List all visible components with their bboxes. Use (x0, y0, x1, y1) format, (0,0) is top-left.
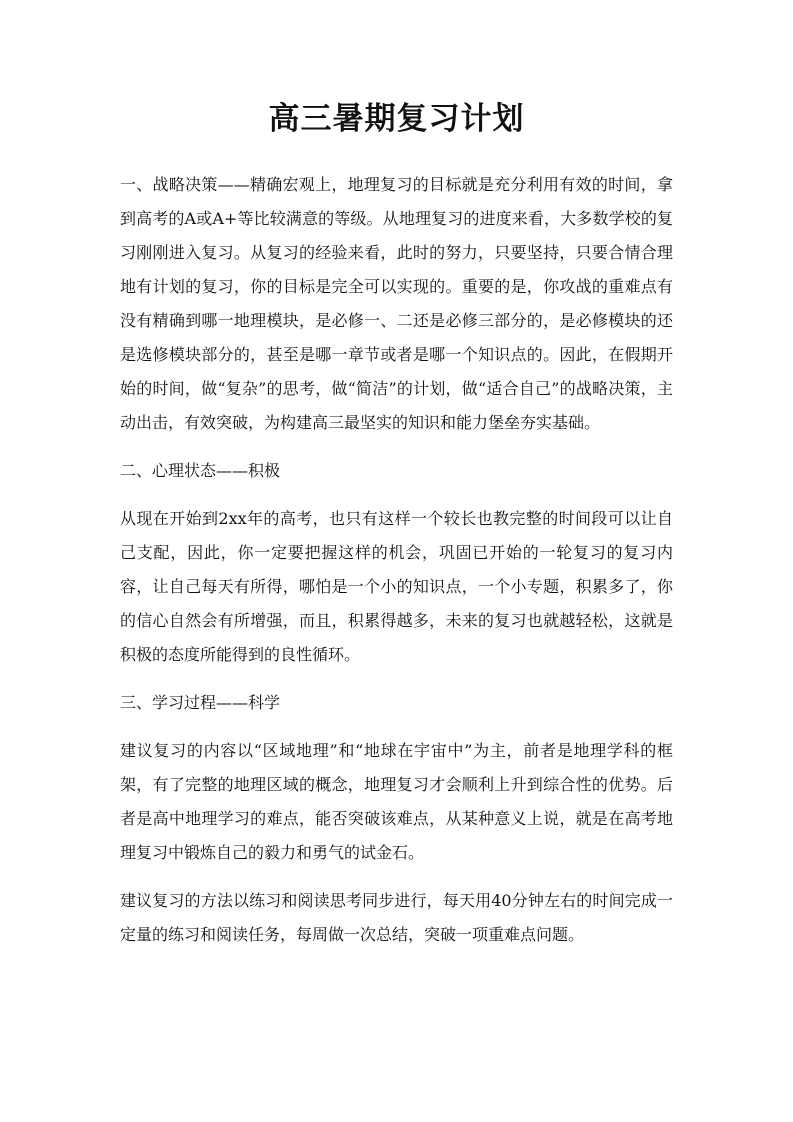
heading-mental-state: 二、心理状态——积极 (120, 461, 281, 480)
document-body (120, 168, 673, 966)
paragraph-review-content: 建议复习的内容以“区域地理”和“地球在宇宙中”为主，前者是地理学科的框架，有了完整的地理区域的概念，地理复习才会顺利上升到综合性的优势。后者是高中地理学习的难点，能否突破该难点，从某种意义上说，就是在高考地理复习中锻炼自己的毅力和勇气的试金石。 (120, 741, 673, 862)
paragraph-review-method: 建议复习的方法以练习和阅读思考同步进行，每天用40分钟左右的时间完成一定量的练习和阅读任务，每周做一次总结，突破一项重难点问题。 (120, 891, 673, 944)
heading-learning-process: 三、学习过程——科学 (120, 693, 281, 712)
paragraph-strategy: 一、战略决策——精确宏观上，地理复习的目标就是充分利用有效的时间，拿到高考的A或A+等比较满意的等级。从地理复习的进度来看，大多数学校的复习刚刚进入复习。从复习的经验来看，此时的努力，只要坚持，只要合情合理地有计划的复习，你的目标是完全可以实现的。重要的是，你攻战的重难点有没有精确到哪一地理模块，是必修一、二还是必修三部分的，是必修模块的还是选修模块部分的，甚至是哪一章节或者是哪一个知识点的。因此，在假期开始的时间，做“复杂”的思考，做“简洁”的计划，做“适合自己”的战略决策，主动出击，有效突破，为构建高三最坚实的知识和能力堡垒夯实基础。 (120, 175, 673, 432)
paragraph-mental-state: 从现在开始到2xx年的高考，也只有这样一个较长也教完整的时间段可以让自己支配，因此，你一定要把握这样的机会，巩固已开始的一轮复习的复习内容，让自己每天有所得，哪怕是一个小的知识点，一个小专题，积累多了，你的信心自然会有所增强，而且，积累得越多，未来的复习也就越轻松，这就是积极的态度所能得到的良性循环。 (120, 509, 673, 664)
document-title: 高三暑期复习计划 (268, 101, 525, 137)
